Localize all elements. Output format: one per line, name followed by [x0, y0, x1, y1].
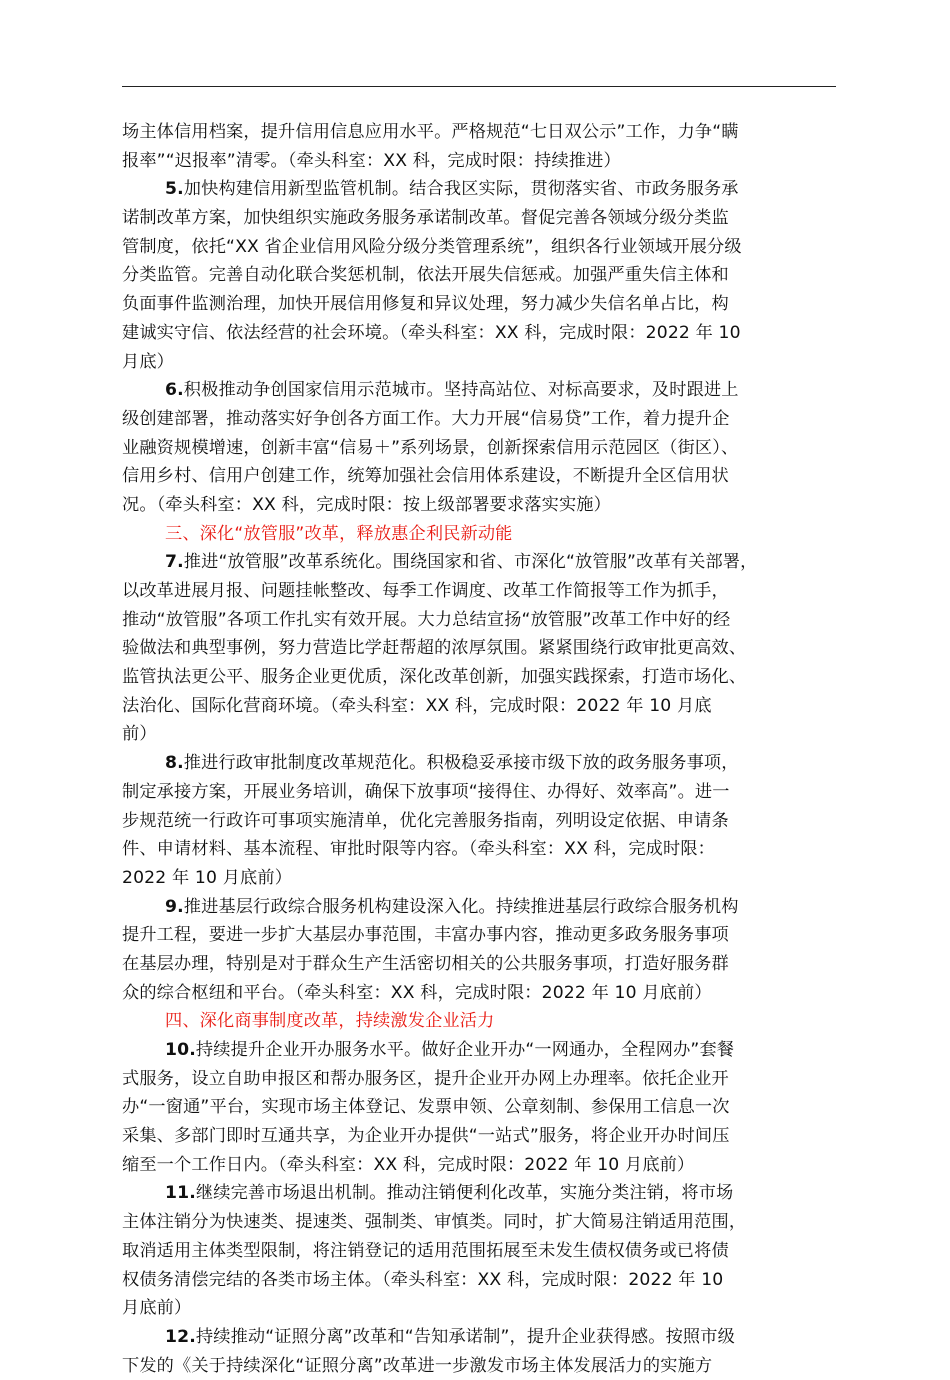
- paragraph-first-line: [122, 175, 836, 204]
- paragraph-line: 加快构建信用新型监管机制。结合我区实际，贯彻落实省、市政务服务承: [183, 179, 739, 200]
- paragraph-first-line: [122, 548, 836, 577]
- paragraph-line: 制定承接方案，开展业务培训，确保下放事项“接得住、办得好、效率高”。进一: [122, 781, 730, 802]
- paragraph-line: 积极推动争创国家信用示范城市。坚持高站位、对标高要求，及时跟进上: [183, 380, 739, 401]
- paragraph-line: 月底前）: [122, 1298, 192, 1319]
- numbered-paragraph: [122, 175, 836, 376]
- paragraph-line: 监管执法更公平、服务企业更优质，深化改革创新，加强实践探索，打造市场化、: [122, 667, 747, 688]
- paragraph-line: 提升工程，要进一步扩大基层办事范围，丰富办事内容，推动更多政务服务事项: [122, 925, 729, 946]
- paragraph-line: 2022 年 10 月底前）: [122, 867, 293, 888]
- paragraph-line: 下发的《关于持续深化“证照分离”改革进一步激发市场主体发展活力的实施方: [122, 1355, 713, 1376]
- section-heading: [122, 1007, 836, 1036]
- paragraph-line: 以改革进展月报、问题挂帐整改、每季工作调度、改革工作简报等工作为抓手，: [122, 581, 729, 601]
- section-heading-text: 四、深化商事制度改革，持续激发企业活力: [165, 1011, 495, 1032]
- paragraph-line: 持续推动“证照分离”改革和“告知承诺制”，提升企业获得感。按照市级: [195, 1326, 735, 1347]
- paragraph-line: 权债务清偿完结的各类市场主体。（牵头科室：XX 科，完成时限：2022 年 10: [122, 1269, 724, 1290]
- section-heading-text: 三、深化“放管服”改革，释放惠企利民新动能: [165, 523, 513, 544]
- paragraph-line: 级创建部署，推动落实好争创各方面工作。大力开展“信易贷”工作，着力提升企: [122, 408, 730, 429]
- paragraph-line: 负面事件监测治理，加快开展信用修复和异议处理，努力减少失信名单占比，构: [122, 294, 729, 315]
- paragraph-line: 况。（牵头科室：XX 科，完成时限：按上级部署要求落实实施）: [122, 494, 611, 515]
- paragraph: [122, 118, 836, 175]
- paragraph-line: 分类监管。完善自动化联合奖惩机制，依法开展失信惩戒。加强严重失信主体和: [122, 265, 729, 286]
- numbered-paragraph: [122, 893, 836, 1008]
- paragraph-first-line: [122, 1036, 836, 1065]
- paragraph-line: 取消适用主体类型限制，将注销登记的适用范围拓展至未发生债权债务或已将债: [122, 1240, 729, 1261]
- paragraph-line: 持续提升企业开办服务水平。做好企业开办“一网通办，全程网办”套餐: [195, 1040, 735, 1060]
- item-number: 12.: [165, 1326, 196, 1347]
- item-number: 9.: [165, 896, 184, 917]
- paragraph-first-line: [122, 376, 836, 405]
- paragraph-first-line: [122, 1179, 836, 1208]
- item-number: 11.: [165, 1183, 196, 1204]
- paragraph-line: 众的综合枢纽和平台。（牵头科室：XX 科，完成时限：2022 年 10 月底前）: [122, 982, 712, 1003]
- paragraph-line: 场主体信用档案，提升信用信息应用水平。严格规范“七日双公示”工作，力争“瞒: [122, 122, 739, 142]
- numbered-paragraph: [122, 1036, 836, 1179]
- numbered-paragraph: [122, 548, 836, 749]
- paragraph-line: 报率”“迟报率”清零。（牵头科室：XX 科，完成时限：持续推进）: [122, 150, 621, 171]
- paragraph-line: 推动“放管服”各项工作扎实有效开展。大力总结宣扬“放管服”改革工作中好的经: [122, 609, 731, 630]
- numbered-paragraph: [122, 1179, 836, 1322]
- paragraph-line: 推进“放管服”改革系统化。围绕国家和省、市深化“放管服”改革有关部署，: [183, 552, 758, 573]
- paragraph-line: 主体注销分为快速类、提速类、强制类、审慎类。同时，扩大简易注销适用范围，: [122, 1212, 747, 1233]
- paragraph-line: 步规范统一行政许可事项实施清单，优化完善服务指南，列明设定依据、申请条: [122, 810, 729, 831]
- paragraph-line: 前）: [122, 724, 157, 745]
- paragraph-line: 法治化、国际化营商环境。（牵头科室：XX 科，完成时限：2022 年 10 月底: [122, 695, 712, 716]
- paragraph-line: 管制度，依托“XX 省企业信用风险分级分类管理系统”，组织各行业领域开展分级: [122, 236, 742, 257]
- paragraph-line: 采集、多部门即时互通共享，为企业开办提供“一站式”服务，将企业开办时间压: [122, 1126, 730, 1147]
- numbered-paragraph: [122, 1323, 836, 1380]
- paragraph-line: 建诚实守信、依法经营的社会环境。（牵头科室：XX 科，完成时限：2022 年 10: [122, 322, 741, 343]
- header-rule: [122, 86, 836, 87]
- paragraph-line: 推进基层行政综合服务机构建设深入化。持续推进基层行政综合服务机构: [183, 896, 739, 917]
- section-heading: [122, 520, 836, 549]
- paragraph-line: 在基层办理，特别是对于群众生产生活密切相关的公共服务事项，打造好服务群: [122, 953, 729, 974]
- paragraph-first-line: [122, 893, 836, 922]
- paragraph-line: 业融资规模增速，创新丰富“信易＋”系列场景，创新探索信用示范园区（街区）、: [122, 437, 739, 458]
- paragraph-line: 月底）: [122, 351, 175, 372]
- item-number: 10.: [165, 1040, 196, 1060]
- paragraph-first-line: [122, 1323, 836, 1352]
- item-number: 7.: [165, 552, 184, 573]
- numbered-paragraph: [122, 376, 836, 519]
- paragraph-line: 办“一窗通”平台，实现市场主体登记、发票申领、公章刻制、参保用工信息一次: [122, 1097, 730, 1118]
- paragraph-line: 信用乡村、信用户创建工作，统筹加强社会信用体系建设，不断提升全区信用状: [122, 466, 729, 487]
- paragraph-line: 验做法和典型事例，努力营造比学赶帮超的浓厚氛围。紧紧围绕行政审批更高效、: [122, 638, 747, 659]
- item-number: 6.: [165, 380, 184, 401]
- paragraph-line: 件、申请材料、基本流程、审批时限等内容。（牵头科室：XX 科，完成时限：: [122, 839, 716, 860]
- paragraph-first-line: [122, 749, 836, 778]
- paragraph-line: 继续完善市场退出机制。推动注销便利化改革，实施分类注销，将市场: [195, 1183, 734, 1204]
- item-number: 8.: [165, 753, 184, 774]
- paragraph-line: 诺制改革方案，加快组织实施政务服务承诺制改革。督促完善各领域分级分类监: [122, 208, 729, 229]
- item-number: 5.: [165, 179, 184, 200]
- numbered-paragraph: [122, 749, 836, 892]
- paragraph-line: 推进行政审批制度改革规范化。积极稳妥承接市级下放的政务服务事项，: [183, 753, 739, 774]
- paragraph-line: 式服务，设立自助申报区和帮办服务区，提升企业开办网上办理率。依托企业开: [122, 1068, 729, 1089]
- paragraph-line: 缩至一个工作日内。（牵头科室：XX 科，完成时限：2022 年 10 月底前）: [122, 1154, 695, 1175]
- document-body: [122, 118, 836, 1380]
